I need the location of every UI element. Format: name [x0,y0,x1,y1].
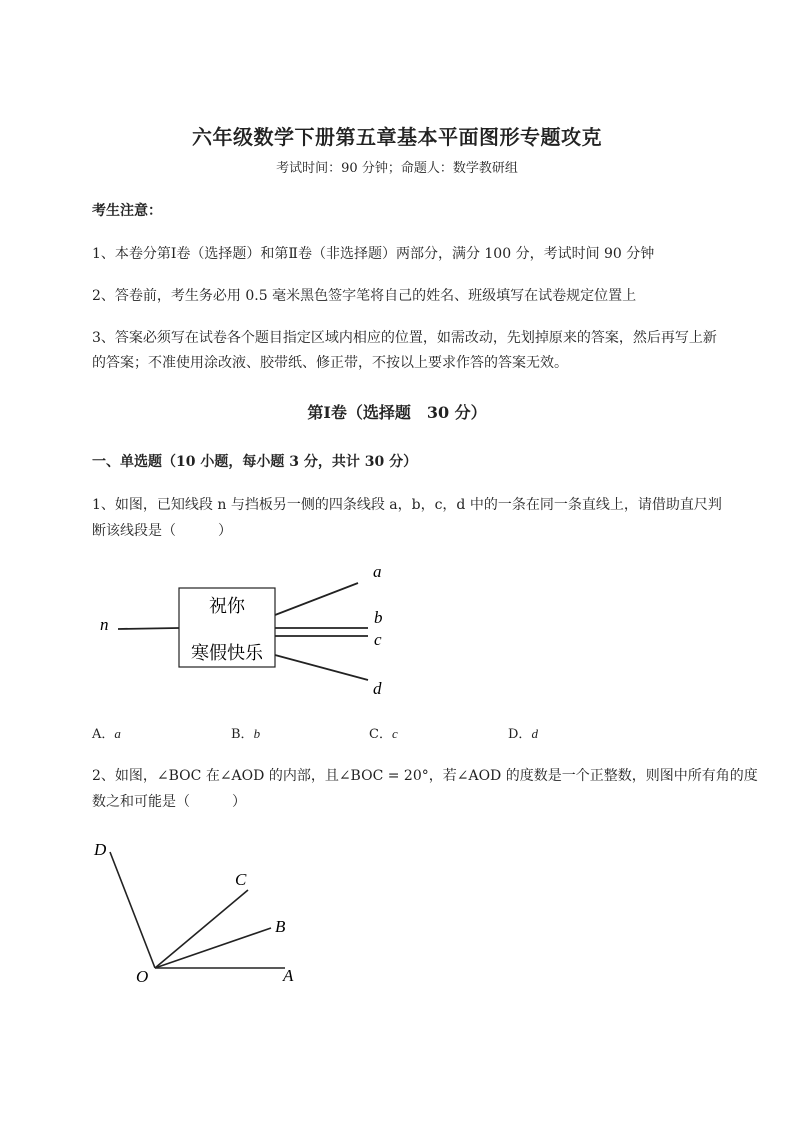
segment-d [275,655,368,680]
notice-item-3-continued: 的答案；不准使用涂改液、胶带纸、修正带，不按以上要求作答的答案无效。 [92,355,568,371]
label-D: D [94,840,107,859]
exam-info: 考试时间：90 分钟；命题人：数学教研组 [276,161,518,176]
segment-a [275,583,358,615]
section-title: 第Ⅰ卷（选择题 30 分） [307,403,487,422]
option-a-value: a [114,726,121,741]
label-C: C [235,870,247,889]
option-b-value: b [253,726,261,741]
ray-OB [155,928,271,968]
notice-item-1: 1、本卷分第Ⅰ卷（选择题）和第Ⅱ卷（非选择题）两部分，满分 100 分，考试时间 90 分钟 [92,246,655,262]
option-c[interactable] [369,723,398,742]
page-title: 六年级数学下册第五章基本平面图形专题攻克 [192,125,602,149]
label-a: a [373,562,382,581]
question-2-text-continued: 数之和可能是（ ） [92,794,246,810]
option-a[interactable] [92,723,121,742]
notice-heading: 考生注意： [92,203,162,219]
option-c-value: c [391,726,398,741]
ray-OD [110,852,155,968]
option-a-letter: A． [92,727,115,742]
notice-item-2: 2、答卷前，考生务必用 0.5 毫米黑色签字笔将自己的姓名、班级填写在试卷规定位置上 [92,288,637,304]
ray-OC [155,890,248,968]
question-1-figure [90,555,400,700]
label-n: n [100,615,109,634]
question-1-text-continued: 断该线段是（ ） [92,523,232,539]
notice-item-3: 3、答案必须写在试卷各个题目指定区域内相应的位置，如需改动，先划掉原来的答案，然后再写上新 [92,330,717,346]
segment-n [118,628,179,629]
question-2-text: 2、如图，∠BOC 在∠AOD 的内部，且∠BOC = 20°，若∠AOD 的度数是一个正整数，则图中所有角的度 [92,768,758,784]
question-2-figure [85,835,310,995]
question-1-text: 1、如图，已知线段 n 与挡板另一侧的四条线段 a，b，c，d 中的一条在同一条直线上，请借助直尺判 [92,497,722,513]
label-A: A [283,966,294,985]
option-b-letter: B． [231,727,254,742]
board-text-line1: 祝你 [209,596,245,616]
option-d-letter: D． [508,727,532,742]
section-subheading: 一、单选题（10 小题，每小题 3 分，共计 30 分） [92,454,418,470]
label-b: b [374,608,383,627]
label-d: d [373,679,382,698]
label-B: B [275,917,286,936]
option-c-letter: C． [369,727,392,742]
label-c: c [374,630,382,649]
option-b[interactable] [231,723,260,742]
option-d[interactable] [508,723,538,742]
label-O: O [136,967,149,986]
board-text-line2: 寒假快乐 [191,643,263,663]
option-d-value: d [531,726,538,741]
